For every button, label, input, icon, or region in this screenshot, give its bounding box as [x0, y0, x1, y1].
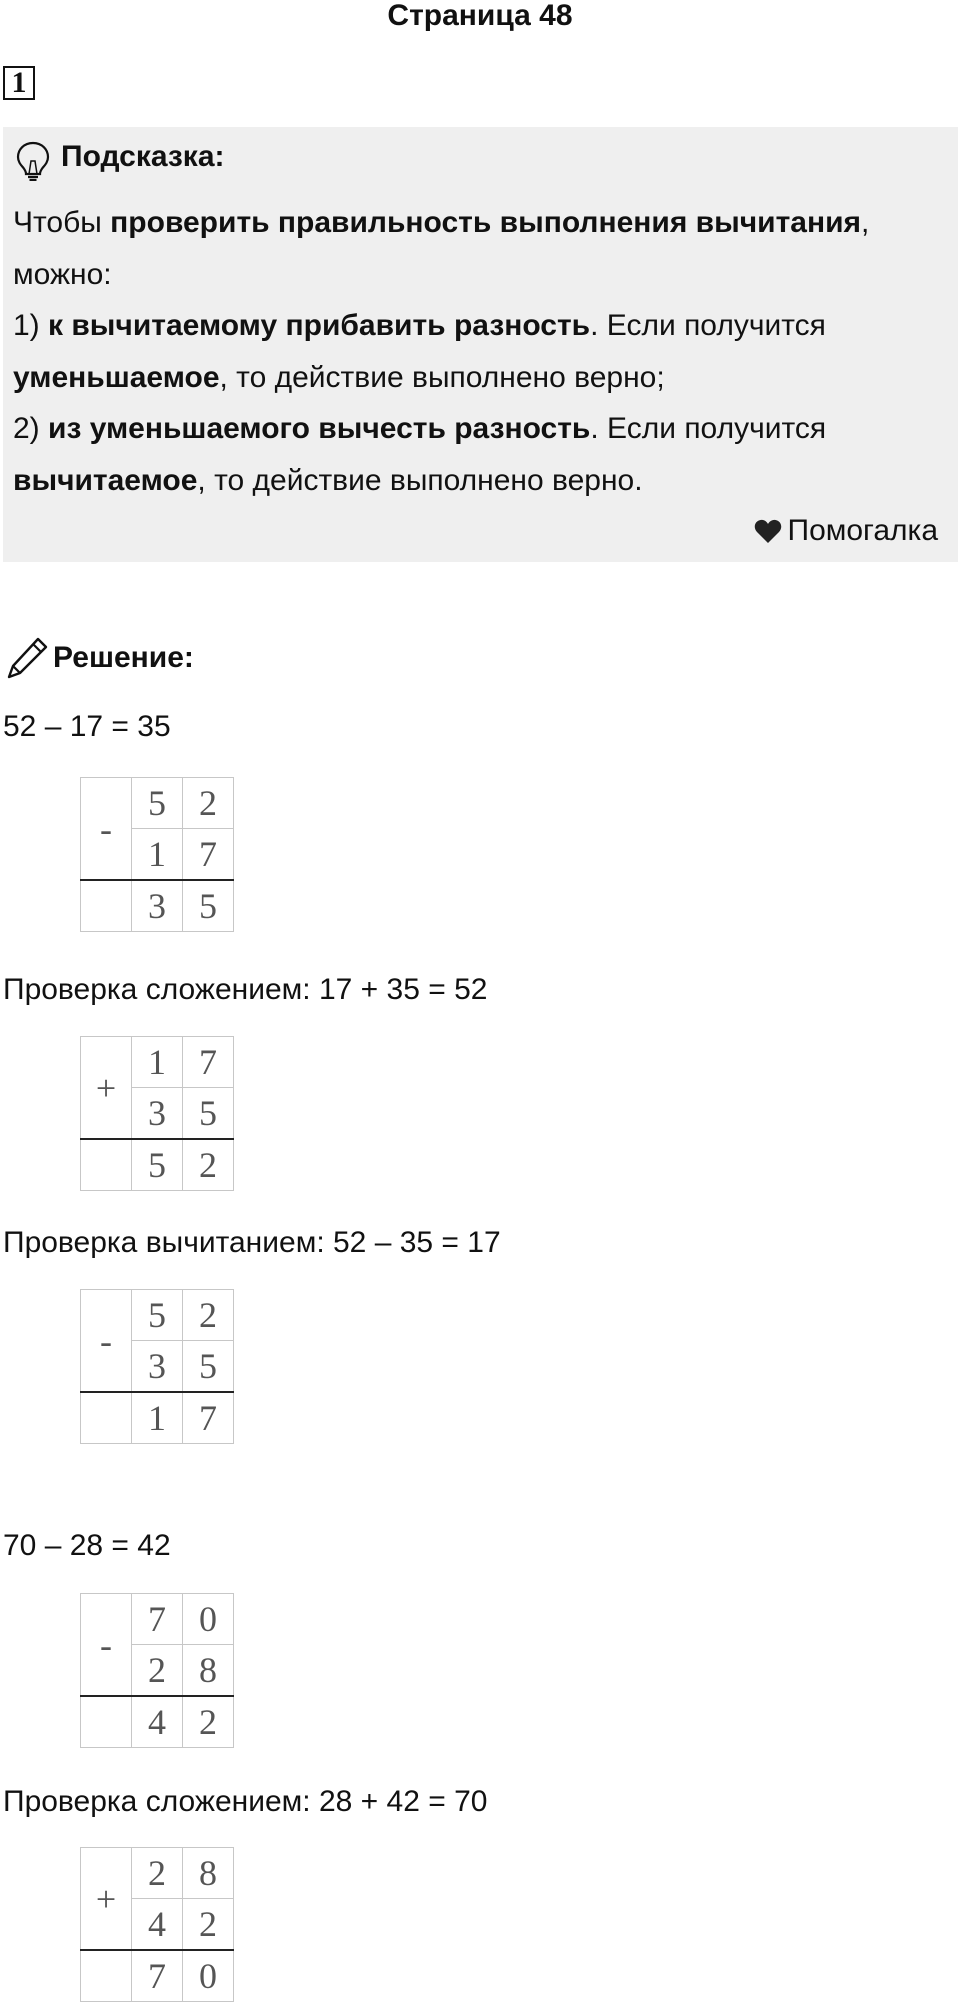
digit-cell: 3 — [132, 880, 183, 932]
digit-cell: 3 — [132, 1088, 183, 1140]
hint-text-span: 1) — [13, 309, 49, 342]
digit-cell: 2 — [183, 1139, 234, 1191]
hint-box — [3, 127, 958, 562]
digit-cell: 1 — [132, 1037, 183, 1088]
pencil-icon — [6, 636, 48, 680]
hint-bold-span: уменьшаемое — [13, 360, 220, 394]
digit-cell: 2 — [183, 1290, 234, 1341]
check-line: Проверка сложением: 28 + 42 = 70 — [3, 1785, 488, 1818]
digit-cell: 2 — [132, 1848, 183, 1899]
hint-text-span: Чтобы — [13, 206, 111, 239]
hint-title: Подсказка: — [61, 140, 225, 173]
digit-cell: 2 — [183, 1899, 234, 1951]
digit-cell: 8 — [183, 1645, 234, 1697]
empty-cell — [81, 1696, 132, 1748]
digit-cell: 2 — [183, 1696, 234, 1748]
empty-cell — [81, 1139, 132, 1191]
digit-cell: 1 — [132, 1392, 183, 1444]
digit-cell: 5 — [183, 880, 234, 932]
hint-line — [13, 352, 953, 404]
hint-line — [13, 300, 953, 352]
digit-cell: 0 — [183, 1594, 234, 1645]
column-calculation — [80, 1289, 234, 1444]
check-line: Проверка вычитанием: 52 – 35 = 17 — [3, 1226, 501, 1259]
digit-cell: 0 — [183, 1950, 234, 2002]
digit-cell: 4 — [132, 1899, 183, 1951]
task-number-badge: 1 — [3, 66, 35, 100]
operator-sign: - — [81, 778, 132, 881]
column-calculation — [80, 1593, 234, 1748]
hint-bold-span: к вычитаемому прибавить разность — [48, 309, 591, 342]
empty-cell — [81, 1392, 132, 1444]
digit-cell: 5 — [132, 778, 183, 829]
column-calculation — [80, 1036, 234, 1191]
hint-bold-span: проверить правильность выполнения вычитания — [110, 206, 862, 239]
digit-cell: 1 — [132, 829, 183, 881]
hint-text-span: 2) — [13, 412, 49, 445]
solution-title: Решение: — [53, 641, 194, 674]
digit-cell: 5 — [183, 1341, 234, 1393]
credit-text: Помогалка — [787, 514, 938, 547]
check-line: Проверка сложением: 17 + 35 = 52 — [3, 973, 488, 1006]
hint-text-span: , то действие выполнено верно. — [197, 463, 643, 497]
lightbulb-icon — [15, 141, 51, 181]
digit-cell: 7 — [183, 829, 234, 881]
credit-label — [754, 509, 939, 553]
hint-text-span: , — [861, 206, 870, 239]
digit-cell: 3 — [132, 1341, 183, 1393]
hint-bold-span: вычитаемое — [13, 463, 198, 497]
operator-sign: + — [81, 1848, 132, 1951]
hint-line — [13, 403, 953, 455]
digit-cell: 7 — [132, 1594, 183, 1645]
digit-cell: 7 — [183, 1037, 234, 1088]
column-calculation — [80, 1847, 234, 2002]
equation-line: 70 – 28 = 42 — [3, 1529, 171, 1562]
hint-text — [13, 197, 953, 506]
hint-text-span: . Если получится — [590, 412, 827, 445]
empty-cell — [81, 880, 132, 932]
column-calculation — [80, 777, 234, 932]
empty-cell — [81, 1950, 132, 2002]
hint-line — [13, 455, 953, 507]
digit-cell: 5 — [183, 1088, 234, 1140]
digit-cell: 7 — [132, 1950, 183, 2002]
hint-text-span: , то действие выполнено верно; — [219, 360, 665, 394]
digit-cell: 4 — [132, 1696, 183, 1748]
digit-cell: 7 — [183, 1392, 234, 1444]
hint-bold-span: из уменьшаемого вычесть разность — [48, 412, 591, 445]
operator-sign: + — [81, 1037, 132, 1140]
heart-icon — [754, 518, 782, 544]
equation-line: 52 – 17 = 35 — [3, 710, 171, 743]
operator-sign: - — [81, 1290, 132, 1393]
hint-line — [13, 197, 953, 249]
hint-text-span: . Если получится — [590, 309, 826, 342]
digit-cell: 8 — [183, 1848, 234, 1899]
hint-text-span: можно: — [13, 257, 112, 291]
page-title: Страница 48 — [387, 0, 573, 32]
operator-sign: - — [81, 1594, 132, 1697]
hint-line — [13, 249, 953, 301]
digit-cell: 5 — [132, 1139, 183, 1191]
digit-cell: 2 — [132, 1645, 183, 1697]
digit-cell: 5 — [132, 1290, 183, 1341]
digit-cell: 2 — [183, 778, 234, 829]
